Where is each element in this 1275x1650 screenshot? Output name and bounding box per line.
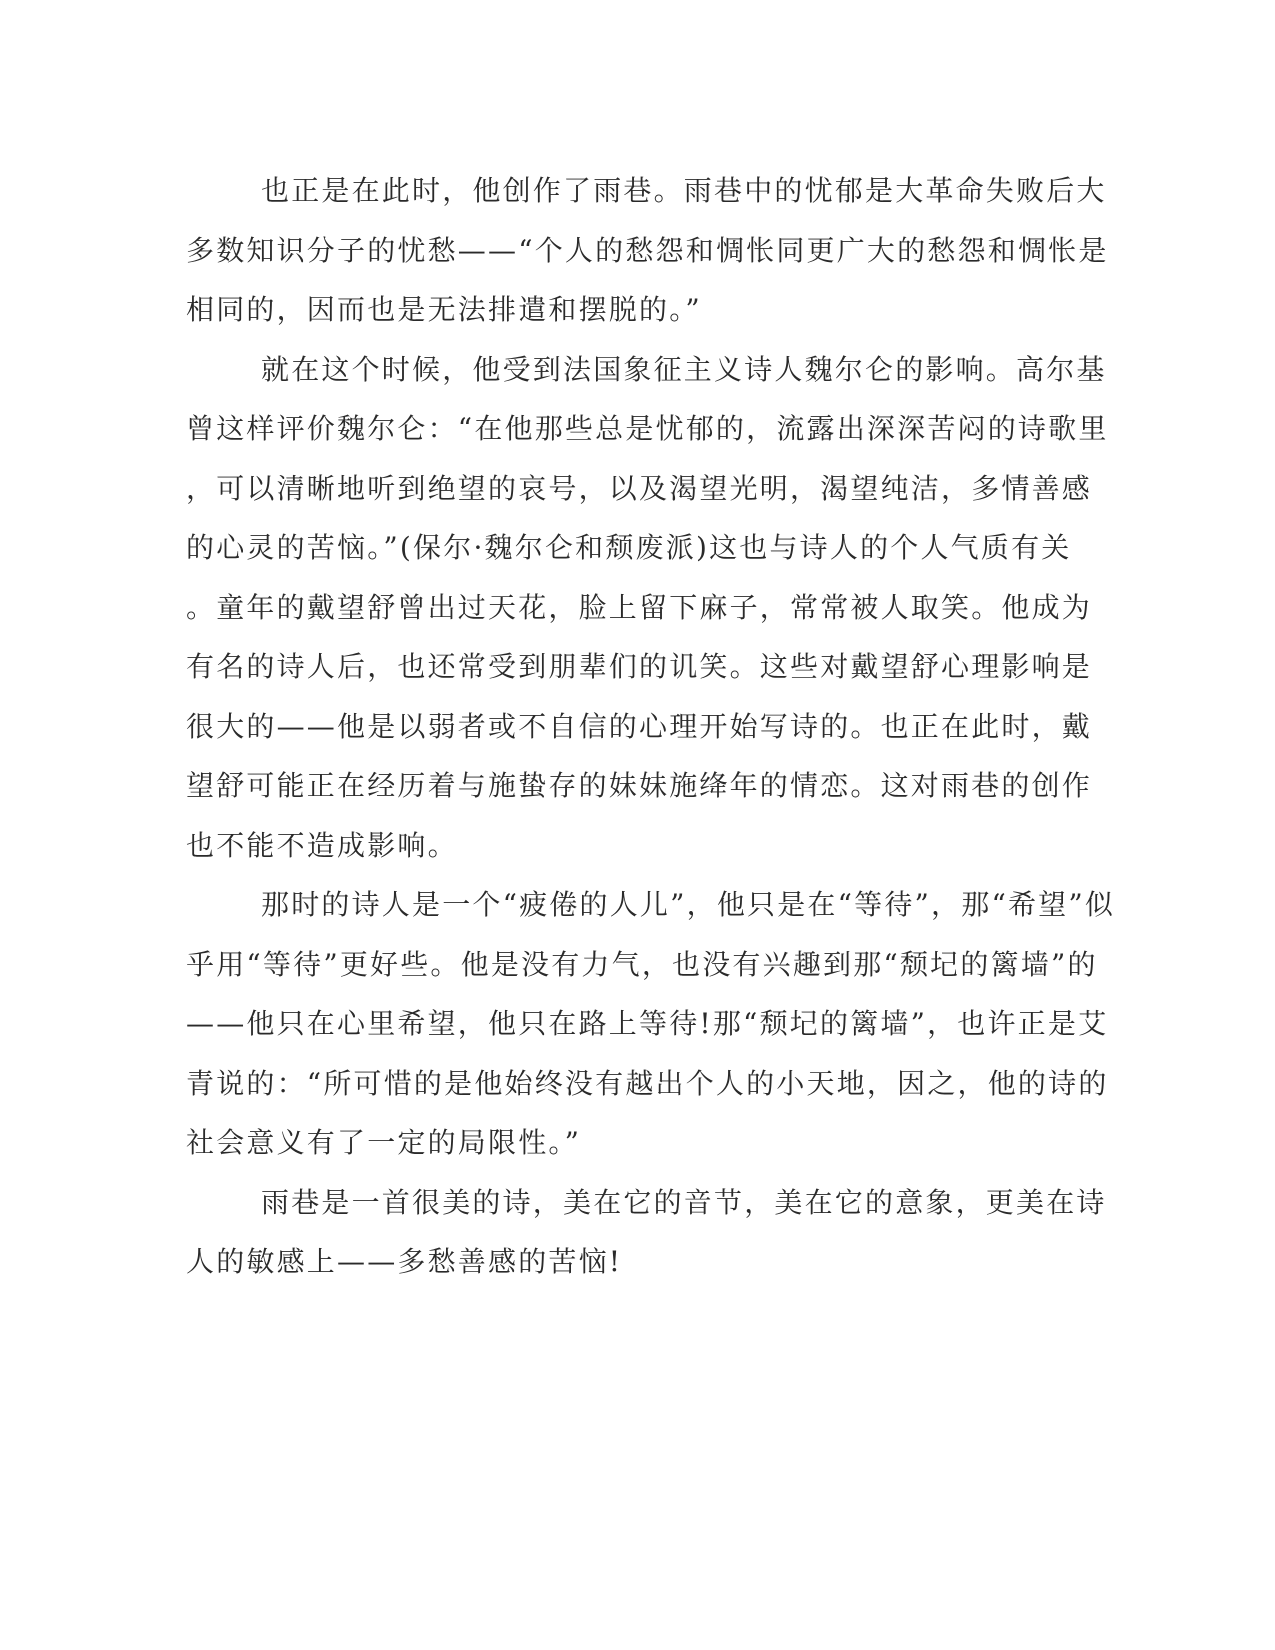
paragraph-line: 多数知识分子的忧愁——“个人的愁怨和惆怅同更广大的愁怨和惆怅是 bbox=[186, 233, 1109, 267]
paragraph-line: 有名的诗人后，也还常受到朋辈们的讥笑。这些对戴望舒心理影响是 bbox=[186, 650, 1093, 683]
paragraph-line: 也正是在此时，他创作了雨巷。雨巷中的忧郁是大革命失败后大 bbox=[261, 174, 1107, 207]
paragraph-line: 青说的：“所可惜的是他始终没有越出个人的小天地，因之，他的诗的 bbox=[186, 1066, 1109, 1100]
paragraph-1 bbox=[186, 161, 1109, 340]
paragraph-2 bbox=[186, 340, 1109, 876]
paragraph-4 bbox=[186, 1173, 1107, 1292]
paragraph-line: 曾这样评价魏尔仑：“在他那些总是忧郁的，流露出深深苦闷的诗歌里 bbox=[186, 412, 1109, 445]
paragraph-line: 乎用“等待”更好些。他是没有力气，也没有兴趣到那“颓圮的篱墙”的 bbox=[186, 947, 1098, 981]
paragraph-line: 相同的，因而也是无法排遣和摆脱的。” bbox=[186, 293, 702, 326]
document-body bbox=[186, 161, 1116, 1292]
paragraph-line: 很大的——他是以弱者或不自信的心理开始写诗的。也正在此时，戴 bbox=[186, 709, 1093, 743]
paragraph-line: 人的敏感上——多愁善感的苦恼! bbox=[186, 1245, 623, 1278]
paragraph-line: 社会意义有了一定的局限性。” bbox=[186, 1126, 582, 1159]
paragraph-line: ，可以清晰地听到绝望的哀号，以及渴望光明，渴望纯洁，多情善感 bbox=[186, 471, 1093, 505]
paragraph-line: 。童年的戴望舒曾出过天花，脸上留下麻子，常常被人取笑。他成为 bbox=[186, 590, 1093, 624]
paragraph-line: ——他只在心里希望，他只在路上等待!那“颓圮的篱墙”，也许正是艾 bbox=[186, 1007, 1109, 1040]
paragraph-3 bbox=[186, 875, 1116, 1173]
paragraph-line: 的心灵的苦恼。”(保尔·魏尔仑和颓废派)这也与诗人的个人气质有关 bbox=[186, 531, 1072, 564]
paragraph-line: 那时的诗人是一个“疲倦的人儿”，他只是在“等待”，那“希望”似 bbox=[261, 888, 1116, 921]
paragraph-line: 望舒可能正在经历着与施蛰存的妹妹施绛年的情恋。这对雨巷的创作 bbox=[186, 769, 1093, 802]
paragraph-line: 雨巷是一首很美的诗，美在它的音节，美在它的意象，更美在诗 bbox=[261, 1185, 1107, 1219]
paragraph-line: 就在这个时候，他受到法国象征主义诗人魏尔仑的影响。高尔基 bbox=[261, 352, 1107, 386]
paragraph-line: 也不能不造成影响。 bbox=[186, 828, 458, 862]
